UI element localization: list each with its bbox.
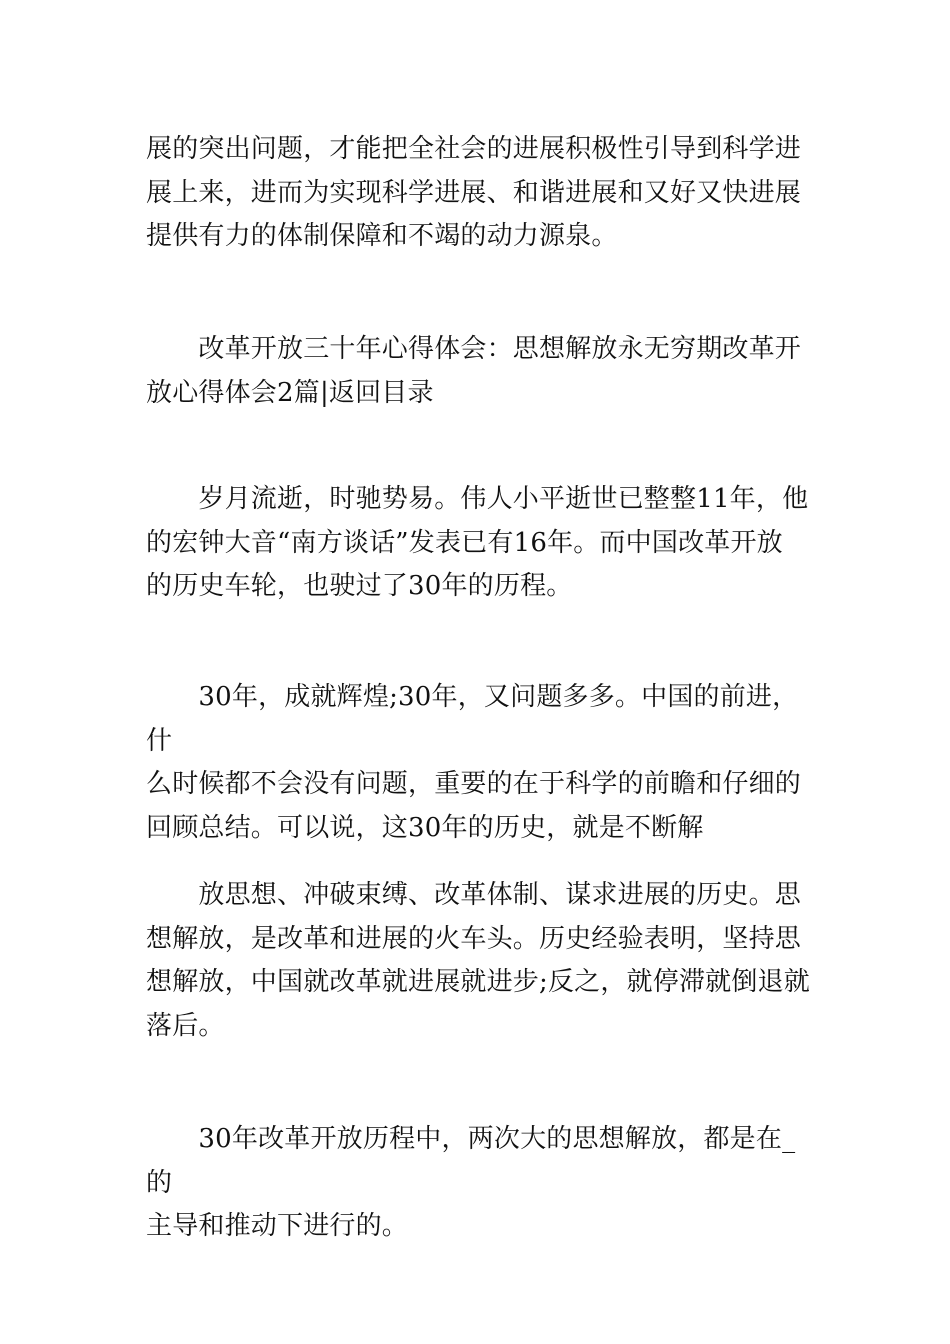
paragraph-2-heading: 改革开放三十年心得体会：思想解放永无穷期改革开 放心得体会2篇|返回目录 [146,334,802,408]
paragraph-4: 30年，成就辉煌;30年，又问题多多。中国的前进，什 么时候都不会没有问题，重要的在于科学的前瞻和仔细的 回顾总结。可以说，这30年的历史，就是不断解 [146,682,802,843]
paragraph-6: 30年改革开放历程中，两次大的思想解放，都是在_的 主导和推动下进行的。 [146,1124,796,1241]
paragraph-5: 放思想、冲破束缚、改革体制、谋求进展的历史。思 想解放，是改革和进展的火车头。历史经验表明，坚持思 想解放，中国就改革就进展就进步;反之，就停滞就倒退就 落后。 [146,880,810,1041]
paragraph-1: 展的突出问题，才能把全社会的进展积极性引导到科学进 展上来，进而为实现科学进展、和谐进展和又好又快进展 提供有力的体制保障和不竭的动力源泉。 [146,134,802,251]
paragraph-3: 岁月流逝，时驰势易。伟人小平逝世已整整11年，他 的宏钟大音“南方谈话”发表已有16年。而中国改革开放 的历史车轮，也驶过了30年的历程。 [146,484,809,601]
